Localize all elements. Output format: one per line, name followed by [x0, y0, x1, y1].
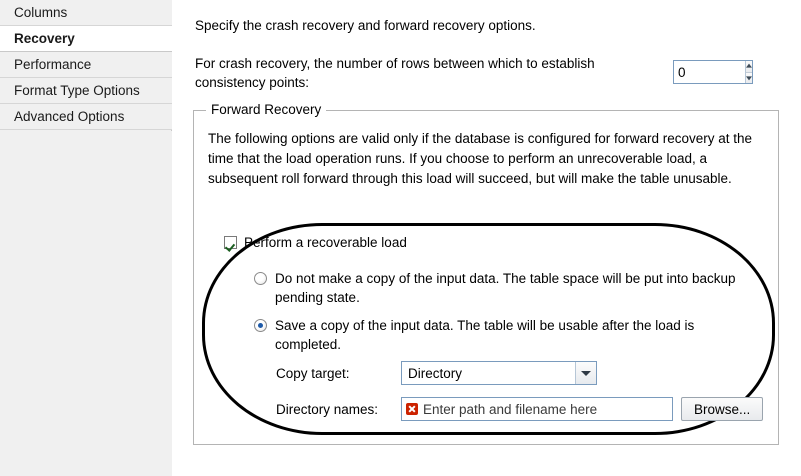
- page-intro-text: Specify the crash recovery and forward recovery options.: [195, 18, 536, 33]
- chevron-up-icon[interactable]: [746, 61, 752, 72]
- directory-names-row: [276, 397, 763, 421]
- error-icon: [406, 403, 418, 415]
- chevron-down-icon[interactable]: [746, 72, 752, 84]
- save-copy-label: Save a copy of the input data. The table will be usable after the load is completed.: [275, 318, 695, 352]
- sidebar-item-label: Advanced Options: [14, 109, 125, 124]
- directory-names-label: Directory names:: [276, 401, 379, 417]
- save-copy-option-row[interactable]: [254, 316, 754, 354]
- perform-recoverable-load-row[interactable]: [224, 235, 407, 250]
- copy-target-row: [276, 361, 597, 385]
- wizard-step-sidebar: [0, 0, 172, 476]
- directory-names-input[interactable]: [401, 397, 673, 421]
- wizard-step-list: [0, 0, 172, 130]
- perform-recoverable-load-label: Perform a recoverable load: [244, 235, 407, 250]
- sidebar-item-format-type-options[interactable]: [0, 78, 172, 104]
- perform-recoverable-load-checkbox[interactable]: [224, 236, 237, 249]
- copy-target-select[interactable]: [401, 361, 597, 385]
- sidebar-item-label: Format Type Options: [14, 83, 140, 98]
- chevron-down-icon[interactable]: [575, 362, 596, 384]
- stepper-buttons[interactable]: [745, 61, 752, 83]
- sidebar-item-label: Performance: [14, 57, 92, 72]
- recovery-options-panel: [173, 0, 801, 476]
- directory-names-placeholder: Enter path and filename here: [423, 401, 598, 417]
- no-copy-radio[interactable]: [254, 272, 267, 285]
- consistency-points-input[interactable]: [674, 61, 745, 83]
- sidebar-item-label: Columns: [14, 5, 68, 20]
- sidebar-item-advanced-options[interactable]: [0, 104, 172, 130]
- forward-recovery-groupbox: [193, 102, 779, 445]
- no-copy-label: Do not make a copy of the input data. The table space will be put into backup pending state.: [275, 271, 736, 305]
- copy-target-value: Directory: [408, 365, 463, 381]
- sidebar-item-columns[interactable]: [0, 0, 172, 26]
- sidebar-item-performance[interactable]: [0, 52, 172, 78]
- no-copy-option-row[interactable]: [254, 269, 754, 307]
- save-copy-radio[interactable]: [254, 319, 267, 332]
- copy-target-label: Copy target:: [276, 365, 350, 381]
- sidebar-empty-area: [0, 131, 172, 476]
- forward-recovery-title: Forward Recovery: [206, 102, 326, 117]
- forward-recovery-description: The following options are valid only if the database is configured for forward recovery at the time that the load operation runs. If you choose to perform an unrecoverable load, a subsequent roll forward through this load will succeed, but will make the table unusable.: [208, 131, 753, 186]
- browse-button[interactable]: Browse...: [681, 397, 763, 421]
- sidebar-item-recovery[interactable]: [0, 26, 172, 52]
- sidebar-item-label: Recovery: [14, 31, 75, 46]
- consistency-points-stepper[interactable]: [673, 60, 753, 84]
- consistency-points-label: For crash recovery, the number of rows between which to establish consistency points:: [195, 56, 595, 90]
